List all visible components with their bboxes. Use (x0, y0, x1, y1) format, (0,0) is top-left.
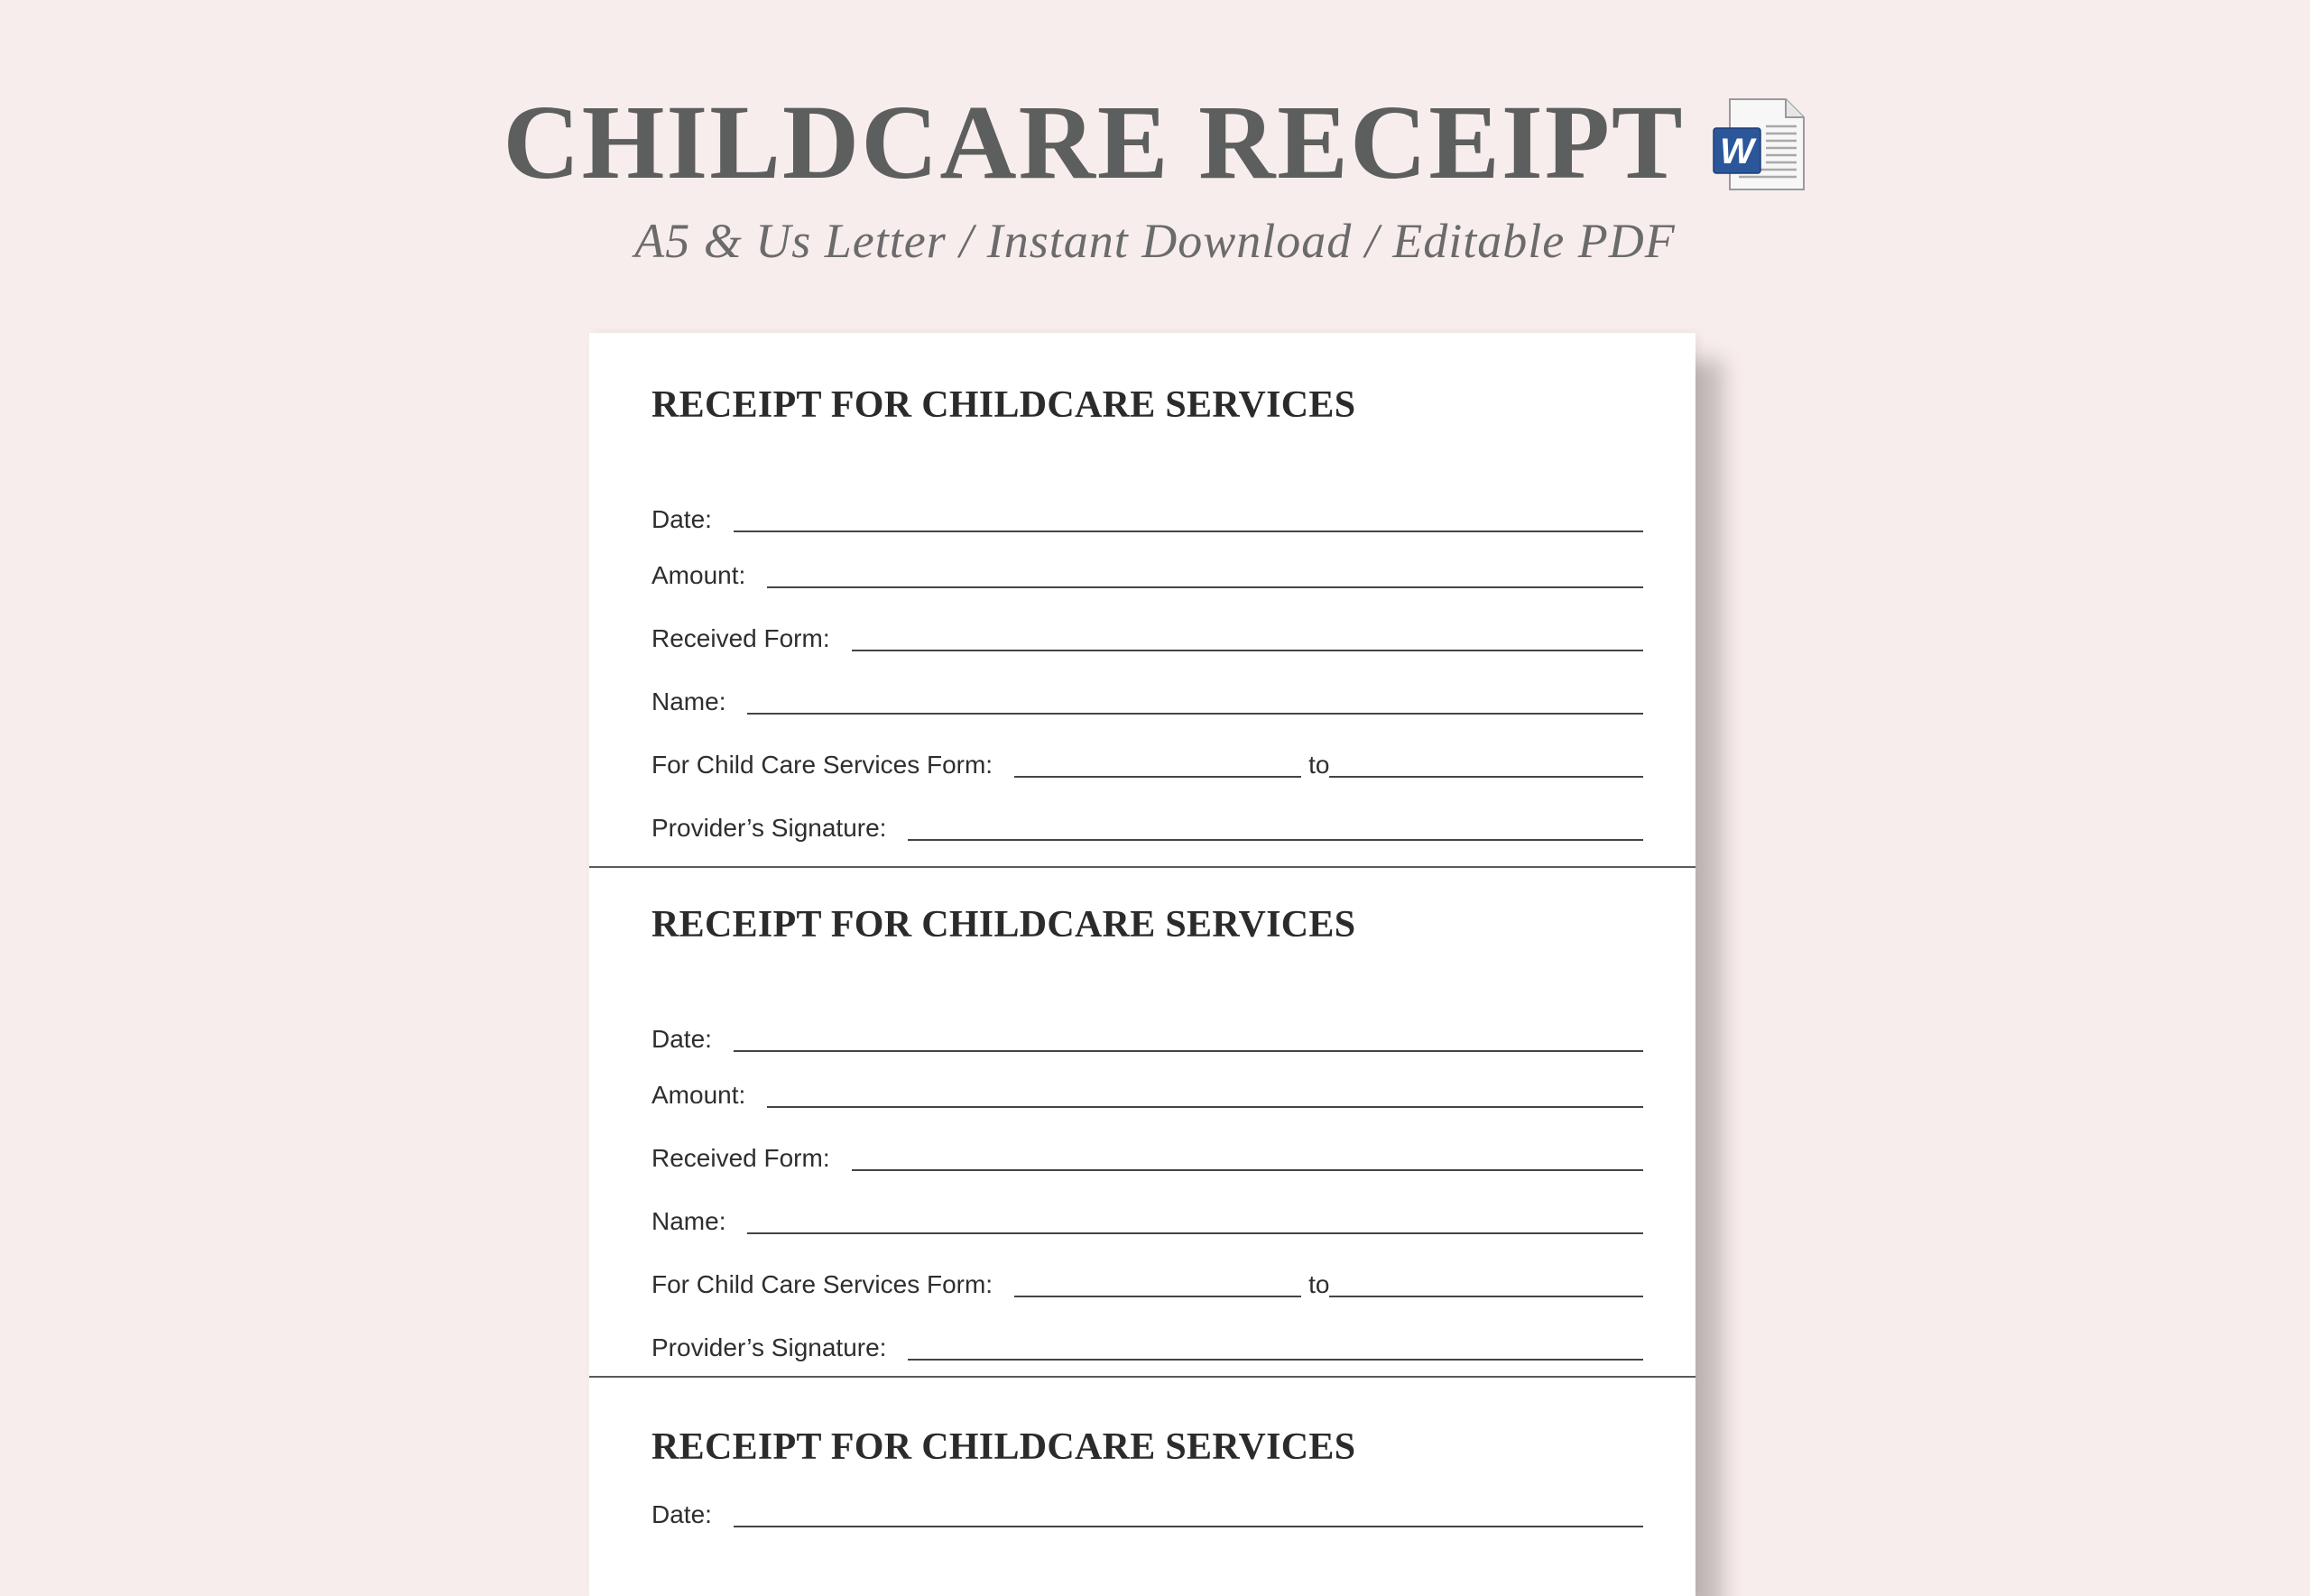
signature-field[interactable] (651, 807, 1643, 843)
receipt-title: RECEIPT FOR CHILDCARE SERVICES (651, 1426, 1356, 1468)
word-icon-letter: W (1719, 132, 1754, 171)
receipt-title: RECEIPT FOR CHILDCARE SERVICES (651, 904, 1356, 946)
date-field[interactable] (651, 1493, 1643, 1529)
receipt-divider (589, 1376, 1696, 1378)
amount-field[interactable] (651, 1074, 1643, 1110)
name-line[interactable] (747, 1232, 1643, 1234)
name-line[interactable] (747, 713, 1643, 715)
name-field[interactable] (651, 680, 1643, 716)
services-end-line[interactable] (1329, 1296, 1643, 1297)
name-label: Name: (651, 687, 726, 715)
receipt-divider (589, 866, 1696, 868)
date-line[interactable] (734, 530, 1643, 532)
services-field[interactable] (651, 743, 1643, 780)
received-label: Received Form: (651, 624, 830, 652)
page-subtitle: A5 & Us Letter / Instant Download / Editable PDF (634, 214, 1676, 268)
receipt-title: RECEIPT FOR CHILDCARE SERVICES (651, 384, 1356, 426)
signature-line[interactable] (908, 1359, 1643, 1361)
receipt-sheet (589, 333, 1696, 1596)
date-line[interactable] (734, 1526, 1643, 1527)
services-start-line[interactable] (1014, 1296, 1301, 1297)
services-label: For Child Care Services Form: (651, 751, 993, 779)
word-document-icon (1712, 96, 1807, 193)
to-label: to (1308, 1270, 1330, 1298)
to-label: to (1308, 751, 1330, 779)
page-header (0, 79, 2310, 269)
amount-label: Amount: (651, 1081, 746, 1109)
name-field[interactable] (651, 1200, 1643, 1236)
amount-label: Amount: (651, 561, 746, 589)
page-title: CHILDCARE RECEIPT (503, 83, 1685, 201)
title-row (0, 79, 2310, 206)
received-field[interactable] (651, 1137, 1643, 1173)
signature-label: Provider’s Signature: (651, 1333, 887, 1361)
date-label: Date: (651, 1500, 712, 1528)
services-end-line[interactable] (1329, 776, 1643, 778)
date-line[interactable] (734, 1050, 1643, 1052)
received-label: Received Form: (651, 1144, 830, 1172)
received-line[interactable] (852, 650, 1643, 651)
services-start-line[interactable] (1014, 776, 1301, 778)
name-label: Name: (651, 1207, 726, 1235)
date-label: Date: (651, 1025, 712, 1053)
signature-field[interactable] (651, 1326, 1643, 1362)
amount-line[interactable] (767, 586, 1643, 588)
received-line[interactable] (852, 1169, 1643, 1171)
services-label: For Child Care Services Form: (651, 1270, 993, 1298)
signature-line[interactable] (908, 839, 1643, 841)
services-field[interactable] (651, 1263, 1643, 1299)
signature-label: Provider’s Signature: (651, 814, 887, 842)
received-field[interactable] (651, 617, 1643, 653)
amount-field[interactable] (651, 554, 1643, 590)
date-field[interactable] (651, 498, 1643, 534)
date-label: Date: (651, 505, 712, 533)
date-field[interactable] (651, 1018, 1643, 1054)
amount-line[interactable] (767, 1106, 1643, 1108)
